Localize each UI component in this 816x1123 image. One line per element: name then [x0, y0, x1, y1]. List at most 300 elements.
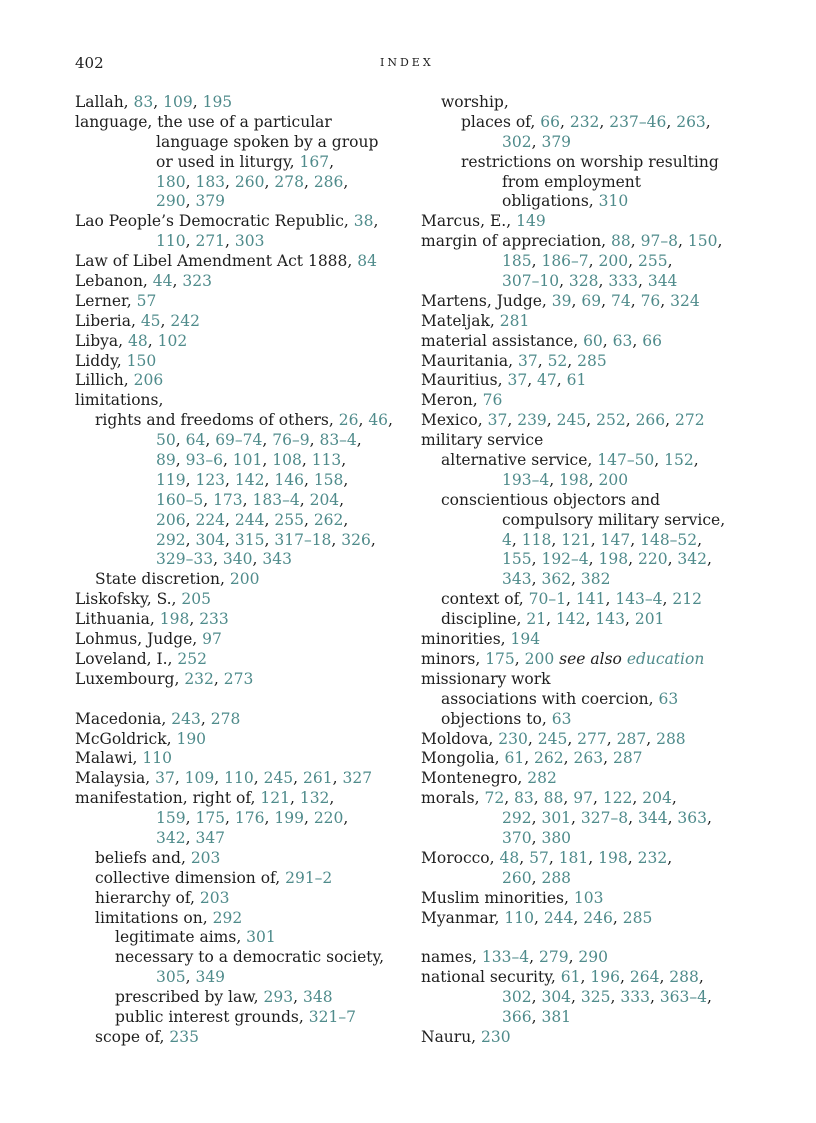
- page-reference-link[interactable]: 46: [368, 411, 389, 430]
- page-reference-link[interactable]: 349: [195, 968, 226, 987]
- separator: ,: [548, 848, 559, 867]
- page-reference-link[interactable]: 180: [156, 172, 186, 191]
- page-reference-link[interactable]: 26: [338, 411, 359, 430]
- page-reference-link[interactable]: 310: [598, 192, 629, 211]
- page-reference-link[interactable]: 61: [504, 749, 525, 768]
- separator: ,: [225, 232, 235, 251]
- entry-term: Lao People’s Democratic Republic,: [75, 212, 354, 231]
- page-reference-link[interactable]: 232: [637, 848, 668, 867]
- index-subentry: [75, 909, 420, 929]
- page-reference-link[interactable]: 181: [558, 848, 589, 867]
- page-reference-link[interactable]: 288: [656, 729, 686, 748]
- page-reference-link[interactable]: 160–5: [156, 490, 204, 509]
- page-reference-link[interactable]: 176: [234, 809, 265, 828]
- page-reference-link[interactable]: 379: [541, 132, 572, 151]
- page-reference-link[interactable]: 348: [303, 988, 333, 1007]
- page-reference-link[interactable]: 199: [274, 809, 304, 828]
- page-reference-link[interactable]: 370: [502, 828, 532, 847]
- page-reference-link[interactable]: 183–4: [252, 490, 300, 509]
- page-reference-link[interactable]: 344: [647, 272, 678, 291]
- page-reference-link[interactable]: 301: [541, 809, 572, 828]
- page-reference-link[interactable]: 167: [299, 152, 330, 171]
- page-reference-link[interactable]: 230: [498, 729, 528, 748]
- index-continuation: [421, 192, 766, 212]
- separator: ,: [185, 232, 196, 251]
- page-reference-link[interactable]: 84: [357, 252, 377, 271]
- page-reference-link[interactable]: 198: [598, 550, 629, 569]
- page-reference-link[interactable]: 245: [537, 729, 568, 748]
- page-reference-link[interactable]: 326: [341, 530, 371, 549]
- page-reference-link[interactable]: 119: [156, 470, 186, 489]
- page-reference-link[interactable]: 321–7: [308, 1007, 356, 1026]
- page-reference-link[interactable]: 50: [156, 431, 176, 450]
- index-entry: [421, 391, 766, 411]
- separator: ,: [185, 809, 196, 828]
- page-reference-link[interactable]: 159: [156, 809, 186, 828]
- separator: ,: [225, 530, 235, 549]
- page-reference-link[interactable]: 288: [541, 868, 572, 887]
- page-reference-link[interactable]: 150: [687, 232, 718, 251]
- page-reference-link[interactable]: 122: [602, 789, 633, 808]
- page-reference-link[interactable]: 37: [507, 371, 528, 390]
- page-reference-link[interactable]: 290: [578, 948, 609, 967]
- page-reference-link[interactable]: 200: [229, 570, 260, 589]
- entry-term: minorities,: [421, 630, 511, 649]
- page-reference-link[interactable]: 340: [222, 550, 253, 569]
- page-reference-link[interactable]: 282: [527, 769, 557, 788]
- page-reference-link[interactable]: 200: [598, 252, 629, 271]
- page-reference-link[interactable]: 333: [608, 272, 638, 291]
- separator: ,: [666, 112, 677, 131]
- page-reference-link[interactable]: 102: [157, 331, 188, 350]
- separator: ,: [262, 451, 273, 470]
- separator: ,: [630, 291, 641, 310]
- index-entry: [421, 312, 766, 332]
- page-reference-link[interactable]: 142: [234, 470, 265, 489]
- index-continuation: [421, 272, 766, 292]
- page-reference-link[interactable]: 109: [184, 769, 215, 788]
- page-reference-link[interactable]: 235: [169, 1027, 199, 1046]
- index-column-right: [421, 93, 766, 1048]
- page-reference-link[interactable]: 242: [170, 311, 200, 330]
- index-entry: [75, 749, 420, 769]
- page-reference-link[interactable]: 292: [212, 908, 243, 927]
- page-reference-link[interactable]: 285: [577, 351, 607, 370]
- page-reference-link[interactable]: 244: [543, 908, 574, 927]
- page-reference-link[interactable]: 206: [156, 510, 186, 529]
- page-reference-link[interactable]: 39: [551, 291, 572, 310]
- page-reference-link[interactable]: 205: [181, 590, 212, 609]
- page-reference-link[interactable]: 121: [260, 789, 290, 808]
- page-reference-link[interactable]: 380: [541, 828, 572, 847]
- entry-term: legitimate aims,: [115, 928, 247, 947]
- page-reference-link[interactable]: 155: [502, 550, 532, 569]
- index-entry: [75, 789, 420, 809]
- page-reference-link[interactable]: 133–4: [481, 948, 530, 967]
- page-reference-link[interactable]: 88: [611, 232, 631, 251]
- page-number: 402: [75, 54, 104, 72]
- page-reference-link[interactable]: 343: [262, 550, 292, 569]
- page-reference-link[interactable]: 83–4: [319, 431, 357, 450]
- page-reference-link[interactable]: 287: [616, 729, 647, 748]
- page-reference-link[interactable]: 382: [580, 570, 611, 589]
- page-reference-link[interactable]: 196: [590, 968, 620, 987]
- index-subentry: [421, 113, 766, 133]
- page-reference-link[interactable]: 63: [658, 689, 679, 708]
- page-reference-link[interactable]: 277: [577, 729, 607, 748]
- page-reference-link[interactable]: 123: [195, 470, 226, 489]
- page-reference-link[interactable]: 149: [516, 212, 546, 231]
- separator: ,: [677, 232, 688, 251]
- entry-term: restrictions on worship resulting: [461, 152, 719, 171]
- index-continuation: [75, 232, 420, 252]
- index-continuation: [421, 133, 766, 153]
- page-reference-link[interactable]: 324: [670, 291, 700, 310]
- index-subentry: [75, 988, 420, 1008]
- page-reference-link[interactable]: 37: [155, 769, 175, 788]
- entry-term: Lillich,: [75, 371, 134, 390]
- page-reference-link[interactable]: 263: [676, 112, 706, 131]
- trailing-comma: ,: [329, 789, 335, 808]
- page-reference-link[interactable]: 255: [637, 252, 668, 271]
- page-reference-link[interactable]: 333: [620, 988, 650, 1007]
- page-reference-link[interactable]: 220: [637, 550, 668, 569]
- trailing-comma: ,: [329, 152, 335, 171]
- page-reference-link[interactable]: 344: [637, 809, 668, 828]
- page-reference-link[interactable]: 304: [541, 988, 572, 1007]
- page-reference-link[interactable]: 260: [502, 868, 532, 887]
- page-reference-link[interactable]: 158: [313, 470, 344, 489]
- page-reference-link[interactable]: 327–8: [580, 809, 629, 828]
- page-reference-link[interactable]: 204: [642, 789, 672, 808]
- page-reference-link[interactable]: 292: [156, 530, 186, 549]
- page-reference-link[interactable]: 347: [195, 828, 226, 847]
- page-reference-link[interactable]: 293: [263, 988, 294, 1007]
- page-reference-link[interactable]: 342: [156, 828, 186, 847]
- page-reference-link[interactable]: 108: [272, 451, 302, 470]
- page-reference-link[interactable]: 291–2: [285, 868, 333, 887]
- page-reference-link[interactable]: 143: [595, 610, 625, 629]
- page-reference-link[interactable]: 198: [559, 470, 589, 489]
- index-entry: [421, 849, 766, 869]
- separator: ,: [628, 809, 638, 828]
- page-reference-link[interactable]: 63: [612, 331, 633, 350]
- index-subentry: [421, 710, 766, 730]
- index-entry: [421, 431, 766, 451]
- page-reference-link[interactable]: 200: [524, 649, 555, 668]
- index-continuation: [421, 829, 766, 849]
- separator: ,: [225, 809, 235, 828]
- entry-term: Lithuania,: [75, 610, 160, 629]
- page-reference-link[interactable]: 113: [311, 451, 342, 470]
- page-reference-link[interactable]: 252: [596, 411, 626, 430]
- page-reference-link[interactable]: 290: [156, 192, 186, 211]
- page-reference-link[interactable]: 343: [502, 570, 532, 589]
- page-reference-link[interactable]: 273: [223, 669, 254, 688]
- index-entry: [75, 332, 420, 352]
- page-reference-link[interactable]: 201: [634, 610, 665, 629]
- page-reference-link[interactable]: 47: [537, 371, 557, 390]
- page-reference-link[interactable]: 281: [499, 311, 530, 330]
- entry-term: Lohmus, Judge,: [75, 630, 203, 649]
- page-reference-link[interactable]: 260: [234, 172, 265, 191]
- page-reference-link[interactable]: 307–10: [502, 272, 560, 291]
- page-reference-link[interactable]: 190: [176, 729, 207, 748]
- page-reference-link[interactable]: 285: [622, 908, 653, 927]
- separator: ,: [185, 470, 196, 489]
- separator: ,: [185, 192, 196, 211]
- separator: ,: [537, 351, 548, 370]
- page-reference-link[interactable]: 315: [234, 530, 265, 549]
- trailing-comma: ,: [707, 809, 712, 828]
- page-reference-link[interactable]: 237–46: [609, 112, 667, 131]
- separator: ,: [602, 331, 613, 350]
- page-reference-link[interactable]: 142: [555, 610, 586, 629]
- page-reference-link[interactable]: 52: [547, 351, 568, 370]
- page-reference-link[interactable]: 173: [213, 490, 243, 509]
- page-reference-link[interactable]: 245: [556, 411, 587, 430]
- page-reference-link[interactable]: 198: [159, 610, 190, 629]
- page-reference-link[interactable]: 305: [156, 968, 186, 987]
- page-reference-link[interactable]: 88: [543, 789, 564, 808]
- page-reference-link[interactable]: 97: [573, 789, 593, 808]
- page-reference-link[interactable]: 45: [140, 311, 161, 330]
- page-reference-link[interactable]: 363: [677, 809, 708, 828]
- page-reference-link[interactable]: 323: [182, 272, 212, 291]
- page-reference-link[interactable]: 195: [202, 93, 233, 111]
- index-entry: [421, 371, 766, 391]
- page-reference-link[interactable]: 21: [526, 610, 547, 629]
- page-reference-link[interactable]: 278: [274, 172, 304, 191]
- page-reference-link[interactable]: 93–6: [185, 451, 223, 470]
- page-reference-link[interactable]: 37: [487, 411, 508, 430]
- index-entry: [75, 371, 420, 391]
- separator: ,: [527, 729, 538, 748]
- page-reference-link[interactable]: 63: [551, 709, 572, 728]
- entry-term: Lebanon,: [75, 272, 153, 291]
- index-entry: [421, 1028, 766, 1048]
- page-reference-link[interactable]: 220: [313, 809, 344, 828]
- page-reference-link[interactable]: 200: [598, 470, 629, 489]
- page-reference-link[interactable]: 246: [583, 908, 613, 927]
- page-reference-link[interactable]: 304: [195, 530, 226, 549]
- page-reference-link[interactable]: 244: [234, 510, 265, 529]
- page-reference-link[interactable]: 203: [190, 848, 221, 867]
- entry-term: Mauritius,: [421, 371, 508, 390]
- page-reference-link[interactable]: 363–4: [659, 988, 708, 1007]
- separator: ,: [580, 968, 591, 987]
- page-reference-link[interactable]: 110: [142, 749, 172, 768]
- page-reference-link[interactable]: 198: [598, 848, 628, 867]
- page-reference-link[interactable]: 109: [163, 93, 193, 111]
- page-reference-link[interactable]: 286: [313, 172, 344, 191]
- page-reference-link[interactable]: 183: [195, 172, 226, 191]
- separator: ,: [527, 371, 538, 390]
- page-reference-link[interactable]: 74: [610, 291, 631, 310]
- separator: ,: [588, 848, 599, 867]
- page-reference-link[interactable]: 61: [560, 968, 581, 987]
- page-reference-link[interactable]: 362: [541, 570, 572, 589]
- page-reference-link[interactable]: 150: [126, 351, 157, 370]
- page-reference-link[interactable]: 194: [510, 630, 541, 649]
- separator: ,: [588, 550, 599, 569]
- page-reference-link[interactable]: 57: [136, 291, 157, 310]
- page-reference-link[interactable]: 327: [342, 769, 373, 788]
- page-reference-link[interactable]: 147–50: [597, 451, 655, 470]
- entry-term: hierarchy of,: [95, 888, 200, 907]
- page-reference-link[interactable]: 266: [635, 411, 666, 430]
- trailing-comma: ,: [667, 848, 673, 867]
- page-reference-link[interactable]: 203: [199, 888, 230, 907]
- page-reference-link[interactable]: 152: [664, 451, 694, 470]
- page-reference-link[interactable]: 70–1: [528, 590, 567, 609]
- page-reference-link[interactable]: 287: [612, 749, 643, 768]
- index-entry: [421, 630, 766, 650]
- page-reference-link[interactable]: 255: [274, 510, 304, 529]
- page-reference-link[interactable]: 302: [502, 132, 532, 151]
- separator: ,: [571, 988, 581, 1007]
- page-reference-link[interactable]: 262: [534, 749, 564, 768]
- page-reference-link[interactable]: 264: [629, 968, 660, 987]
- page-reference-link[interactable]: 329–33: [156, 550, 214, 569]
- page-reference-link[interactable]: 146: [274, 470, 304, 489]
- separator: ,: [573, 908, 584, 927]
- page-reference-link[interactable]: 76: [640, 291, 661, 310]
- page-reference-link[interactable]: 89: [156, 451, 176, 470]
- separator: ,: [225, 510, 235, 529]
- page-reference-link[interactable]: 185: [502, 252, 532, 271]
- page-reference-link[interactable]: 121: [561, 530, 591, 549]
- page-reference-link[interactable]: 66: [540, 112, 560, 131]
- page-reference-link[interactable]: 342: [677, 550, 708, 569]
- page-reference-link[interactable]: 97–8: [640, 232, 678, 251]
- page-reference-link[interactable]: 110: [504, 908, 534, 927]
- page-reference-link[interactable]: 204: [309, 490, 340, 509]
- separator: ,: [185, 172, 196, 191]
- page-reference-link[interactable]: 192–4: [541, 550, 589, 569]
- separator: ,: [225, 172, 235, 191]
- page-reference-link[interactable]: 243: [171, 709, 201, 728]
- page-reference-link[interactable]: 37: [517, 351, 538, 370]
- page-reference-link[interactable]: 366: [502, 1007, 532, 1026]
- page-reference-link[interactable]: 232: [569, 112, 600, 131]
- entry-term: prescribed by law,: [115, 988, 264, 1007]
- page-reference-link[interactable]: 261: [303, 769, 333, 788]
- page-reference-link[interactable]: 48: [499, 848, 520, 867]
- page-reference-link[interactable]: 61: [566, 371, 587, 390]
- page-reference-link[interactable]: 186–7: [541, 252, 589, 271]
- page-reference-link[interactable]: 278: [210, 709, 241, 728]
- page-reference-link[interactable]: 272: [675, 411, 705, 430]
- page-reference-link[interactable]: 64: [185, 431, 206, 450]
- index-continuation: [421, 988, 766, 1008]
- page-reference-link[interactable]: 232: [184, 669, 214, 688]
- page-reference-link[interactable]: 328: [568, 272, 599, 291]
- page-reference-link[interactable]: 212: [672, 590, 702, 609]
- page-reference-link[interactable]: 132: [299, 789, 330, 808]
- separator: ,: [531, 570, 542, 589]
- page-reference-link[interactable]: 83: [133, 93, 154, 111]
- page-reference-link[interactable]: 103: [573, 888, 604, 907]
- page-reference-link[interactable]: 325: [580, 988, 611, 1007]
- page-reference-link[interactable]: 110: [224, 769, 254, 788]
- separator: ,: [264, 530, 275, 549]
- separator: ,: [185, 968, 196, 987]
- page-reference-link[interactable]: 143–4: [615, 590, 663, 609]
- page-reference-link[interactable]: 288: [669, 968, 699, 987]
- page-reference-link[interactable]: 262: [313, 510, 344, 529]
- page-reference-link[interactable]: 224: [195, 510, 226, 529]
- page-reference-link[interactable]: 263: [573, 749, 604, 768]
- separator: ,: [214, 769, 225, 788]
- entry-term: Meron,: [421, 391, 483, 410]
- page-reference-link[interactable]: 175: [485, 649, 515, 668]
- page-reference-link[interactable]: 4: [502, 530, 512, 549]
- page-reference-link[interactable]: 279: [538, 948, 569, 967]
- page-reference-link[interactable]: 66: [642, 331, 662, 350]
- page-reference-link[interactable]: 101: [232, 451, 263, 470]
- separator: ,: [213, 550, 223, 569]
- page-reference-link[interactable]: 302: [502, 988, 532, 1007]
- page-reference-link[interactable]: 76–9: [272, 431, 310, 450]
- index-continuation: [421, 1008, 766, 1028]
- separator: ,: [531, 868, 542, 887]
- page-reference-link[interactable]: 69–74: [215, 431, 263, 450]
- page-reference-link[interactable]: 252: [177, 649, 208, 668]
- page-reference-link[interactable]: 141: [575, 590, 606, 609]
- page-reference-link[interactable]: 317–18: [274, 530, 332, 549]
- page-reference-link[interactable]: 97: [202, 630, 222, 649]
- index-entry: [421, 730, 766, 750]
- separator: ,: [590, 530, 601, 549]
- page-reference-link[interactable]: 175: [195, 809, 226, 828]
- page-reference-link[interactable]: 72: [484, 789, 505, 808]
- page-reference-link[interactable]: 57: [529, 848, 549, 867]
- page-reference-link[interactable]: 148–52: [640, 530, 698, 549]
- page-reference-link[interactable]: 271: [195, 232, 226, 251]
- page-reference-link[interactable]: 193–4: [502, 470, 550, 489]
- page-reference-link[interactable]: 233: [199, 610, 229, 629]
- entry-term: limitations,: [75, 391, 164, 410]
- entry-term: Liddy,: [75, 351, 127, 370]
- page-reference-link[interactable]: 239: [517, 411, 547, 430]
- see-also-link[interactable]: education: [626, 649, 705, 668]
- page-reference-link[interactable]: 301: [246, 928, 276, 947]
- page-reference-link[interactable]: 303: [234, 232, 265, 251]
- page-reference-link[interactable]: 381: [541, 1007, 572, 1026]
- page-reference-link[interactable]: 83: [514, 789, 534, 808]
- page-reference-link[interactable]: 147: [600, 530, 631, 549]
- page-reference-link[interactable]: 379: [195, 192, 226, 211]
- page-reference-link[interactable]: 292: [502, 809, 532, 828]
- page-reference-link[interactable]: 44: [152, 272, 173, 291]
- separator: ,: [533, 908, 544, 927]
- separator: ,: [264, 470, 275, 489]
- page-reference-link[interactable]: 60: [583, 331, 603, 350]
- page-reference-link[interactable]: 206: [133, 371, 164, 390]
- page-reference-link[interactable]: 38: [353, 212, 374, 231]
- index-subentry: [421, 153, 766, 173]
- index-entry: [75, 93, 420, 113]
- page-reference-link[interactable]: 245: [263, 769, 294, 788]
- trailing-comma: ,: [671, 789, 677, 808]
- page-reference-link[interactable]: 118: [521, 530, 552, 549]
- page-reference-link[interactable]: 69: [581, 291, 602, 310]
- page-reference-link[interactable]: 110: [156, 232, 186, 251]
- page-reference-link[interactable]: 48: [128, 331, 148, 350]
- page-reference-link[interactable]: 230: [481, 1027, 511, 1046]
- page-reference-link[interactable]: 76: [482, 391, 503, 410]
